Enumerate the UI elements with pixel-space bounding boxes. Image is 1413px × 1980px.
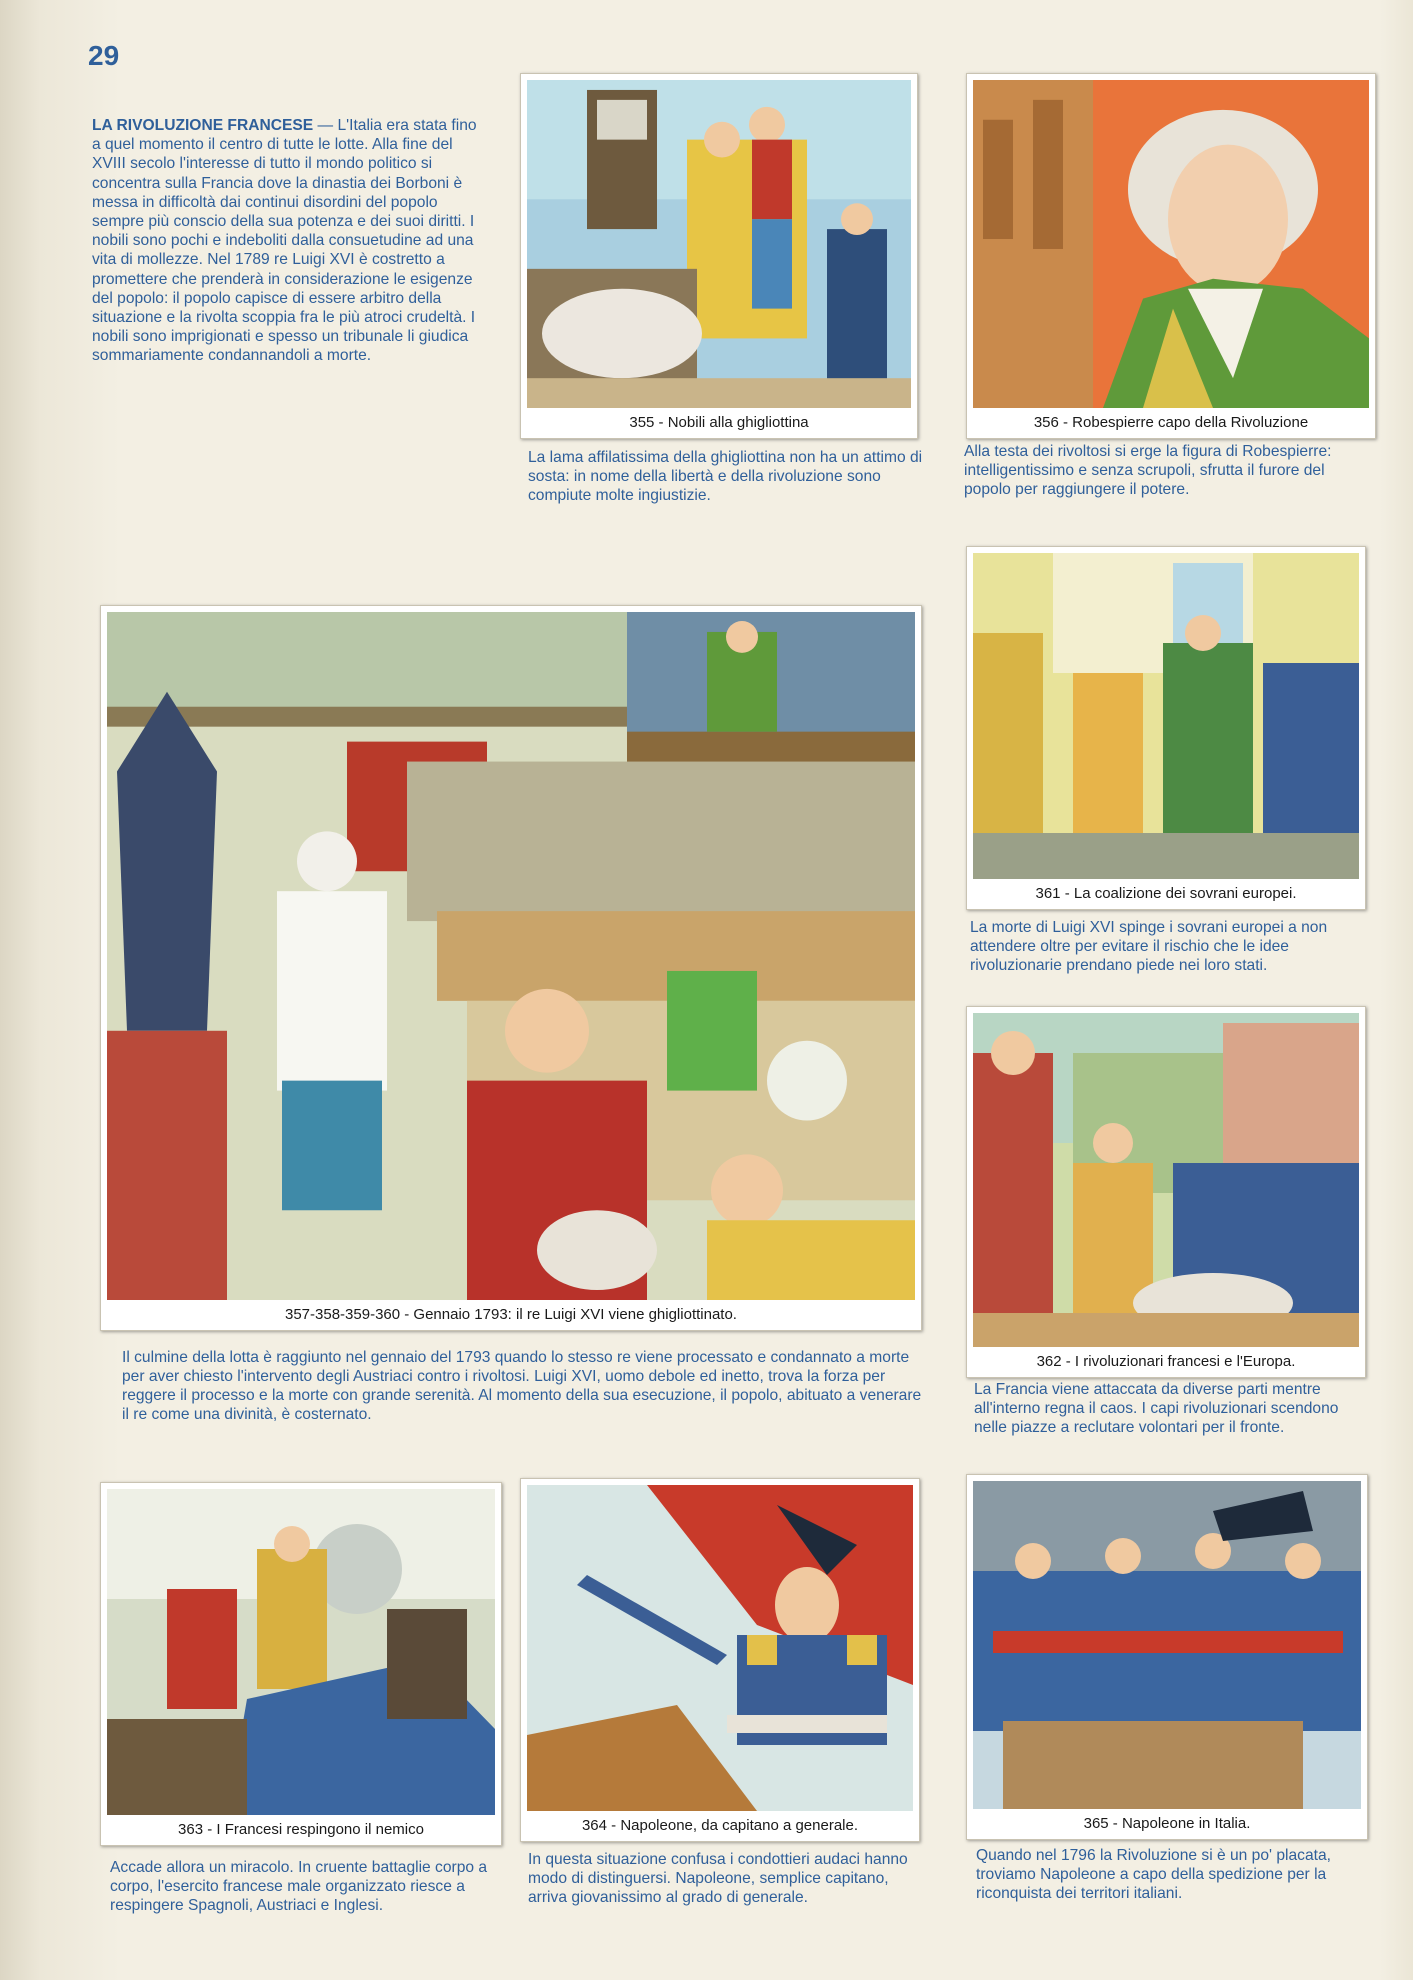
- card-355-description: La lama affilatissima della ghigliottina non ha un attimo di sosta: in nome della libertà e della rivoluzione sono compiute molte ingiustizie.: [528, 449, 923, 504]
- card-361: [966, 546, 1366, 910]
- card-364: [520, 1478, 920, 1842]
- card-361-illustration: [973, 553, 1359, 879]
- card-362-description: La Francia viene attaccata da diverse parti mentre all'interno regna il caos. I capi rivoluzionari scendono nelle piazze a reclutare volontari per il fronte.: [974, 1381, 1339, 1436]
- card-356: [966, 73, 1376, 439]
- card-355: [520, 73, 918, 439]
- card-355-illustration: [527, 80, 911, 408]
- card-363: [100, 1482, 502, 1846]
- card-365: [966, 1474, 1368, 1840]
- intro-paragraph: [92, 116, 484, 366]
- card-364-description: In questa situazione confusa i condottieri audaci hanno modo di distinguersi. Napoleone, semplice capitano, arriva giovanissimo al grado di generale.: [528, 1851, 908, 1906]
- card-357-360-description: Il culmine della lotta è raggiunto nel gennaio del 1793 quando lo stesso re viene processato e condannato a morte per aver chiesto l'intervento degli Austriaci contro i rivoltosi. Luigi XVI, uomo debole ed inetto, trova la forza per reggere il processo e la morte con grande serenità. Al momento della sua esecuzione, il popolo, abituato a venerare il re come una divinità, è costernato.: [122, 1349, 922, 1423]
- card-362: [966, 1006, 1366, 1378]
- card-356-illustration: [973, 80, 1369, 408]
- card-363-caption: 363 - I Francesi respingono il nemico: [178, 1821, 424, 1838]
- card-356-caption: 356 - Robespierre capo della Rivoluzione: [1033, 414, 1309, 431]
- intro-text: — L'Italia era stata fino a quel momento il centro di tutte le lotte. Alla fine del XVIII secolo l'interesse di tutto il mondo politico si concentra sulla Francia dove la dinastia dei Borboni è messa in difficoltà dai continui disordini del popolo sempre più conscio della sua potenza e dei suoi diritti. I nobili sono pochi e indeboliti dalla consuetudine ad una vita di mollezze. Nel 1789 re Luigi XVI è costretto a promettere che prenderà in considerazione le esigenze del popolo: il popolo capisce di essere arbitro della situazione e la rivolta scoppia fra le più atroci crudeltà. I nobili sono imprigionati e spesso un tribunale li giudica sommariamente condannandoli a morte.: [92, 117, 477, 365]
- page-number: 29: [88, 40, 120, 71]
- card-356-description: Alla testa dei rivoltosi si erge la figura di Robespierre: intelligentissimo e senza scrupoli, sfrutta il furore del popolo per raggiungere il potere.: [964, 443, 1332, 498]
- card-365-description: Quando nel 1796 la Rivoluzione si è un po' placata, troviamo Napoleone a capo della spedizione per la riconquista dei territori italiani.: [976, 1847, 1331, 1902]
- card-364-illustration: [527, 1485, 913, 1811]
- card-363-illustration: [107, 1489, 495, 1815]
- card-355-caption: 355 - Nobili alla ghigliottina: [629, 414, 809, 431]
- card-361-caption: 361 - La coalizione dei sovrani europei.: [1035, 885, 1297, 902]
- card-362-caption: 362 - I rivoluzionari francesi e l'Europa.: [1036, 1353, 1296, 1370]
- card-357-360-caption: 357-358-359-360 - Gennaio 1793: il re Luigi XVI viene ghigliottinato.: [285, 1306, 737, 1323]
- intro-title: LA RIVOLUZIONE FRANCESE: [92, 117, 314, 134]
- card-365-illustration: [973, 1481, 1361, 1809]
- card-365-caption: 365 - Napoleone in Italia.: [1083, 1815, 1251, 1832]
- card-361-description: La morte di Luigi XVI spinge i sovrani europei a non attendere oltre per evitare il rischio che le idee rivoluzionarie prendano piede nei loro stati.: [970, 919, 1328, 974]
- card-363-description: Accade allora un miracolo. In cruente battaglie corpo a corpo, l'esercito francese male organizzato riesce a respingere Spagnoli, Austriaci e Inglesi.: [110, 1859, 488, 1914]
- card-357-360-illustration: [107, 612, 915, 1300]
- card-357-360: [100, 605, 922, 1331]
- card-364-caption: 364 - Napoleone, da capitano a generale.: [581, 1817, 859, 1834]
- card-362-illustration: [973, 1013, 1359, 1347]
